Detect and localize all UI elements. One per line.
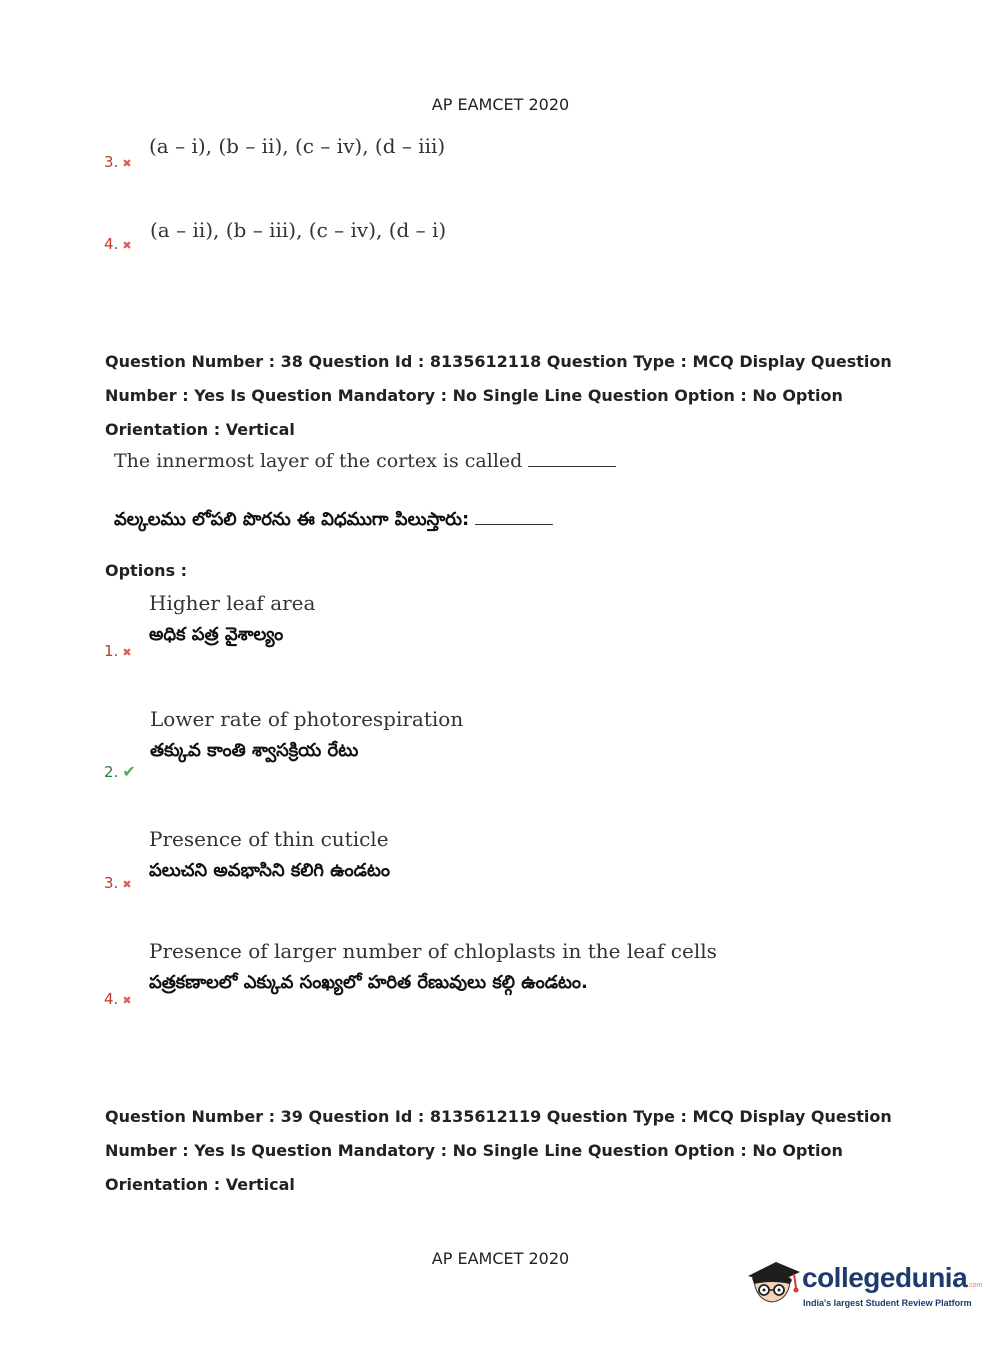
mascot-icon: [742, 1250, 804, 1312]
question-39-meta: [105, 1100, 892, 1202]
prev-option-4-number: [104, 235, 132, 253]
wrong-mark-icon: ✖: [122, 239, 132, 252]
option-text-en: Presence of larger number of chloplasts in the leaf cells: [149, 939, 717, 963]
option-text-en: Presence of thin cuticle: [149, 827, 389, 851]
check-mark-icon: ✔: [122, 762, 136, 781]
logo-name: collegedunia: [802, 1262, 968, 1293]
option-number: 2.: [104, 763, 119, 781]
option-2-text: [150, 703, 463, 767]
logo-tagline: India's largest Student Review Platform: [803, 1298, 972, 1308]
answer-blank: [475, 523, 553, 525]
prev-option-4-text: (a – ii), (b – iii), (c – iv), (d – i): [150, 218, 447, 242]
meta-line: Number : Yes Is Question Mandatory : No Single Line Question Option : No Option: [105, 386, 843, 405]
meta-line: Orientation : Vertical: [105, 1175, 295, 1194]
option-2-number: [104, 762, 136, 781]
option-number: 4.: [104, 235, 119, 253]
page-footer: AP EAMCET 2020: [431, 1249, 570, 1268]
wrong-mark-icon: ✖: [122, 157, 132, 170]
question-text-telugu: వల్కలము లోపలి పొరను ఈ విధముగా పిలుస్తారు:: [114, 509, 470, 530]
option-text-te: పత్రకణాలలో ఎక్కువ సంఖ్యలో హరిత రేణువులు కల్గి ఉండటం.: [149, 972, 588, 993]
logo-suffix: .com: [967, 1282, 983, 1289]
option-number: 1.: [104, 642, 119, 660]
answer-blank: [528, 465, 616, 467]
option-text-te: అధిక పత్ర వైశాల్యం: [149, 624, 284, 645]
wrong-mark-icon: ✖: [122, 878, 132, 891]
option-text-en: Lower rate of photorespiration: [150, 707, 464, 731]
options-label: Options :: [105, 561, 188, 580]
option-1-number: [104, 642, 132, 660]
collegedunia-logo: [742, 1250, 983, 1320]
option-1-text: [149, 587, 315, 651]
option-text-te: పలుచని అవభాసిని కలిగి ఉండటం: [149, 860, 391, 881]
option-4-text: [149, 935, 717, 999]
option-4-number: [104, 990, 132, 1008]
option-text-en: Higher leaf area: [149, 591, 316, 615]
option-3-text: [149, 823, 390, 887]
wrong-mark-icon: ✖: [122, 994, 132, 1007]
option-3-number: [104, 874, 132, 892]
question-38-meta: [105, 345, 892, 447]
meta-line: Question Number : 39 Question Id : 8135612119 Question Type : MCQ Display Question: [105, 1107, 892, 1126]
meta-line: Orientation : Vertical: [105, 420, 295, 439]
question-38-text-en: [114, 450, 616, 472]
option-number: 3.: [104, 874, 119, 892]
question-text: The innermost layer of the cortex is called: [114, 450, 523, 472]
logo-wordmark: [802, 1262, 982, 1294]
meta-line: Number : Yes Is Question Mandatory : No Single Line Question Option : No Option: [105, 1141, 843, 1160]
option-text-te: తక్కువ కాంతి శ్వాసక్రియ రేటు: [150, 740, 359, 761]
prev-option-3-number: [104, 153, 132, 171]
option-number: 4.: [104, 990, 119, 1008]
meta-line: Question Number : 38 Question Id : 8135612118 Question Type : MCQ Display Question: [105, 352, 892, 371]
wrong-mark-icon: ✖: [122, 646, 132, 659]
page-header: AP EAMCET 2020: [431, 95, 570, 114]
question-38-text-te: [114, 509, 553, 534]
prev-option-3-text: (a – i), (b – ii), (c – iv), (d – iii): [149, 134, 446, 158]
option-number: 3.: [104, 153, 119, 171]
